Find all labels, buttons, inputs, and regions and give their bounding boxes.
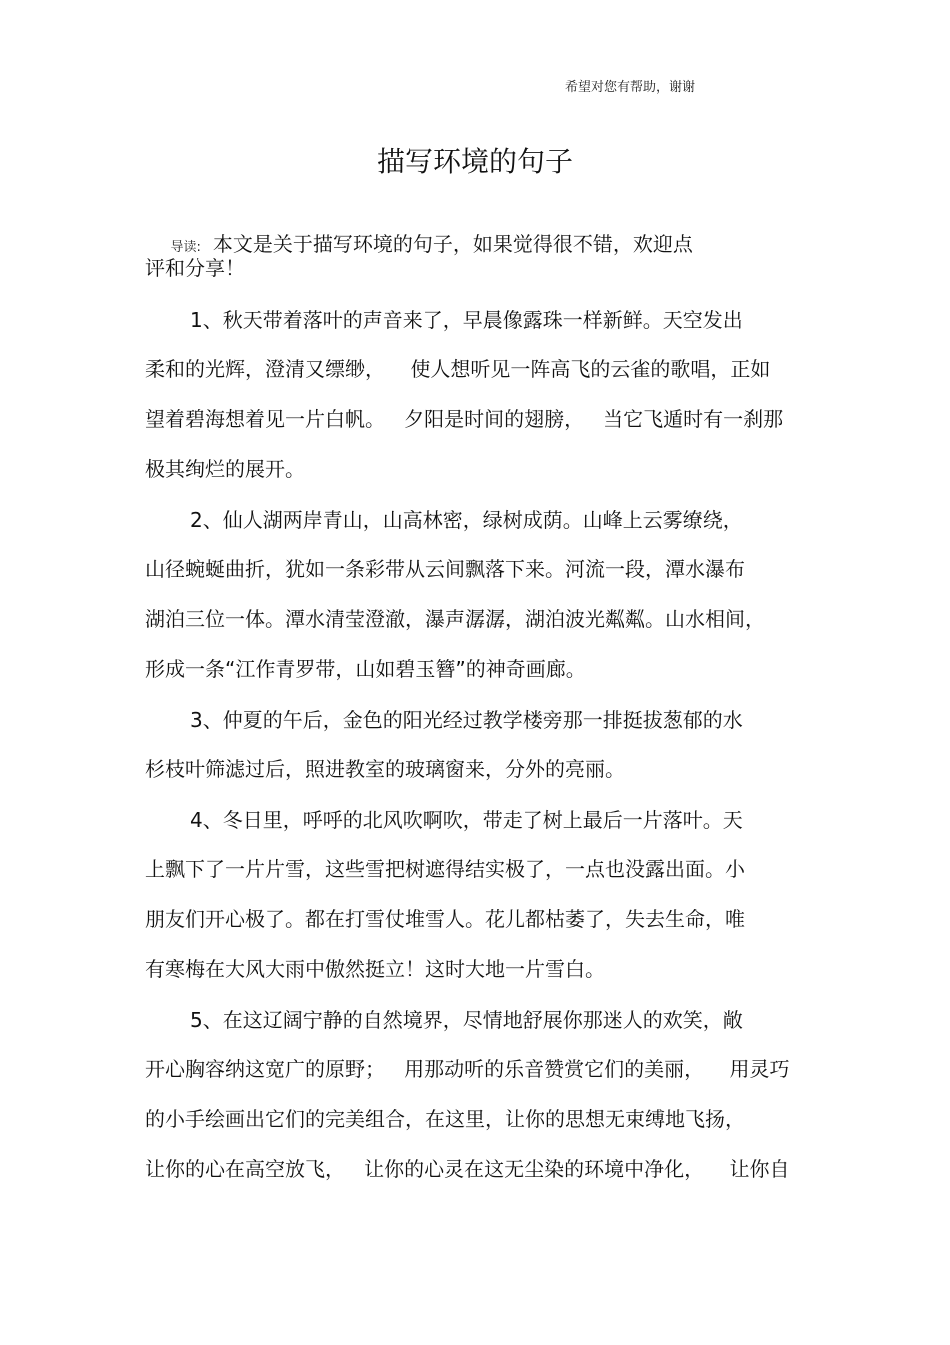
paragraph-3-line-2: 杉枝叶筛滤过后，照进教室的玻璃窗来，分外的亮丽。 — [145, 757, 625, 781]
paragraph-1-line-1: 1、秋天带着落叶的声音来了，早晨像露珠一样新鲜。天空发出 — [190, 308, 743, 332]
page-title: 描写环境的句子 — [376, 145, 573, 178]
paragraph-5-line-3: 的小手绘画出它们的完美组合，在这里，让你的思想无束缚地飞扬， — [145, 1107, 745, 1131]
header-note: 希望对您有帮助，谢谢 — [565, 80, 696, 95]
paragraph-2-line-4: 形成一条“江作青罗带，山如碧玉簪”的神奇画廊。 — [145, 657, 586, 681]
paragraph-2-line-1: 2、仙人湖两岸青山，山高林密，绿树成荫。山峰上云雾缭绕， — [190, 508, 743, 532]
paragraph-3-line-1: 3、仲夏的午后，金色的阳光经过教学楼旁那一排挺拔葱郁的水 — [190, 708, 743, 732]
text-line: 评和分享！ — [145, 256, 245, 280]
paragraph-1-line-2: 柔和的光辉，澄清又缥缈， 使人想听见一阵高飞的云雀的歌唱，正如 — [145, 357, 771, 381]
intro-label: 导读: — [170, 240, 201, 255]
paragraph-4-line-1: 4、冬日里，呼呼的北风吹啊吹，带走了树上最后一片落叶。天 — [190, 808, 743, 832]
paragraph-5-line-2: 开心胸容纳这宽广的原野； 用那动听的乐音赞赏它们的美丽， 用灵巧 — [145, 1057, 790, 1081]
paragraph-4-line-2: 上飘下了一片片雪，这些雪把树遮得结实极了，一点也没露出面。小 — [145, 857, 745, 881]
text-line: 本文是关于描写环境的句子，如果觉得很不错，欢迎点 — [212, 232, 693, 256]
paragraph-5-line-4: 让你的心在高空放飞， 让你的心灵在这无尘染的环境中净化， 让你自 — [145, 1157, 790, 1181]
paragraph-4-line-3: 朋友们开心极了。都在打雪仗堆雪人。花儿都枯萎了，失去生命，唯 — [145, 907, 745, 931]
paragraph-5-line-1: 5、在这辽阔宁静的自然境界，尽情地舒展你那迷人的欢笑，敞 — [190, 1008, 743, 1032]
paragraph-1-line-3: 望着碧海想着见一片白帆。 夕阳是时间的翅膀， 当它飞遁时有一刹那 — [145, 407, 784, 431]
paragraph-2-line-3: 湖泊三位一体。潭水清莹澄澈，瀑声潺潺，湖泊波光粼粼。山水相间， — [145, 607, 765, 631]
paragraph-4-line-4: 有寒梅在大风大雨中傲然挺立！这时大地一片雪白。 — [145, 957, 605, 981]
paragraph-1-line-4: 极其绚烂的展开。 — [145, 457, 305, 481]
paragraph-2-line-2: 山径蜿蜒曲折，犹如一条彩带从云间飘落下来。河流一段，潭水瀑布 — [145, 557, 745, 581]
